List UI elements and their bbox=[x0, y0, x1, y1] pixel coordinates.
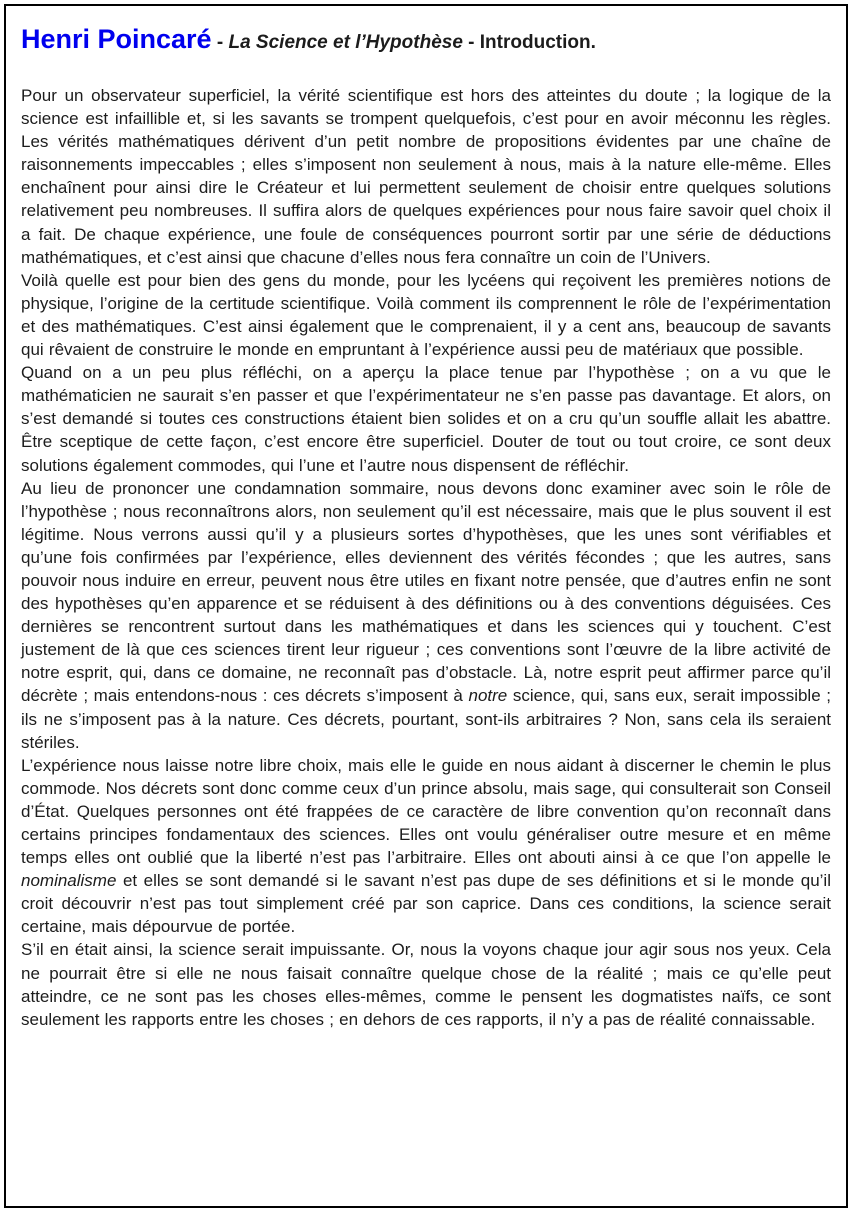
document-page bbox=[4, 4, 848, 1208]
title-separator-1: - bbox=[211, 32, 229, 53]
paragraph bbox=[21, 754, 831, 939]
paragraph-text: L’expérience nous laisse notre libre choix, mais elle le guide en nous aidant à discerner le chemin le plus commode. Nos décrets sont donc comme ceux d’un prince absolu, mais sage, qui consulterait son Conseil d’État. Quelques personnes ont été frappées de ce caractère de libre convention qu’on reconnaît dans certains principes fondamentaux des sciences. Elles ont voulu généraliser outre mesure et en même temps elles ont oublié que la liberté n’est pas l’arbitraire. Elles ont abouti ainsi à ce que l’on appelle le bbox=[21, 755, 831, 868]
work-title: La Science et l’Hypothèse bbox=[228, 32, 463, 53]
paragraph-text: science, qui, sans eux, serait impossible ; ils ne s’imposent pas à la nature. Ces décrets, pourtant, sont-ils arbitraires ? Non, sans cela ils seraient stériles. bbox=[21, 686, 831, 752]
paragraph-text: Pour un observateur superficiel, la vérité scientifique est hors des atteintes du doute ; la logique de la science est infaillible et, si les savants se trompent quelquefois, c’est pour en avoir méconnu les règles. Les vérités mathématiques dérivent d’un petit nombre de propositions évidentes par une chaîne de raisonnements impeccables ; elles s’imposent non seulement à nous, mais à la nature elle-même. Elles enchaînent pour ainsi dire le Créateur et lui permettent seulement de choisir entre quelques solutions relativement peu nombreuses. Il suffira alors de quelques expériences pour nous faire savoir quel choix il a fait. De chaque expérience, une foule de conséquences pourront sortir par une série de déductions mathématiques, et c’est ainsi que chacune d’elles nous fera connaître un coin de l’Univers. bbox=[21, 86, 831, 267]
document-body bbox=[21, 84, 831, 1031]
paragraph-text: Quand on a un peu plus réfléchi, on a aperçu la place tenue par l’hypothèse ; on a vu que le mathématicien ne saurait s’en passer et que l’expérimentateur ne s’en passe pas davantage. Et alors, on s’est demandé si toutes ces constructions étaient bien solides et on a cru qu’un souffle allait les abattre. Être sceptique de cette façon, c’est encore être superficiel. Douter de tout ou tout croire, ce sont deux solutions également commodes, qui l’une et l’autre nous dispensent de réfléchir. bbox=[21, 363, 831, 475]
paragraph bbox=[21, 938, 831, 1030]
emphasized-text: nominalisme bbox=[21, 871, 117, 891]
title-separator-2: - bbox=[462, 32, 480, 53]
section-label: Introduction. bbox=[479, 32, 596, 53]
paragraph bbox=[21, 84, 831, 269]
paragraph-text: Voilà quelle est pour bien des gens du monde, pour les lycéens qui reçoivent les premières notions de physique, l’origine de la certitude scientifique. Voilà comment ils comprennent le rôle de l’expérimentation et des mathématiques. C’est ainsi également que le comprenaient, il y a cent ans, beaucoup de savants qui rêvaient de construire le monde en empruntant à l’expérience aussi peu de matériaux que possible. bbox=[21, 270, 831, 360]
paragraph bbox=[21, 477, 831, 754]
paragraph-text: et elles se sont demandé si le savant n’est pas dupe de ses définitions et si le monde qu’il croit découvrir n’est pas tout simplement créé par son caprice. Dans ces conditions, la science serait certaine, mais dépourvue de portée. bbox=[21, 871, 831, 937]
paragraph-text: S’il en était ainsi, la science serait impuissante. Or, nous la voyons chaque jour agir sous nos yeux. Cela ne pourrait être si elle ne nous faisait connaître quelque chose de la réalité ; mais ce qu’elle peut atteindre, ce ne sont pas les choses elles-mêmes, comme le pensent les dogmatistes naïfs, ce sont seulement les rapports entre les choses ; en dehors de ces rapports, il n’y a pas de réalité connaissable. bbox=[21, 940, 831, 1029]
paragraph-text: Au lieu de prononcer une condamnation sommaire, nous devons donc examiner avec soin le rôle de l’hypothèse ; nous reconnaîtrons alors, non seulement qu’il est nécessaire, mais que le plus souvent il est légitime. Nous verrons aussi qu’il y a plusieurs sortes d’hypothèses, que les unes sont vérifiables et qu’une fois confirmées par l’expérience, elles deviennent des vérités fécondes ; que les autres, sans pouvoir nous induire en erreur, peuvent nous être utiles en fixant notre pensée, que d’autres enfin ne sont des hypothèses qu’en apparence et se réduisent à des définitions ou à des conventions déguisées. Ces dernières se rencontrent surtout dans les mathématiques et dans les sciences qui y touchent. C’est justement de là que ces sciences tirent leur rigueur ; ces conventions sont l’œuvre de la libre activité de notre esprit, qui, dans ce domaine, ne reconnaît pas d’obstacle. Là, notre esprit peut affirmer parce qu’il décrète ; mais entendons-nous : ces décrets s’imposent à bbox=[21, 478, 831, 706]
paragraph bbox=[21, 269, 831, 361]
emphasized-text: notre bbox=[468, 686, 508, 706]
paragraph bbox=[21, 361, 831, 476]
author-name: Henri Poincaré bbox=[21, 24, 212, 54]
document-title bbox=[21, 24, 831, 58]
